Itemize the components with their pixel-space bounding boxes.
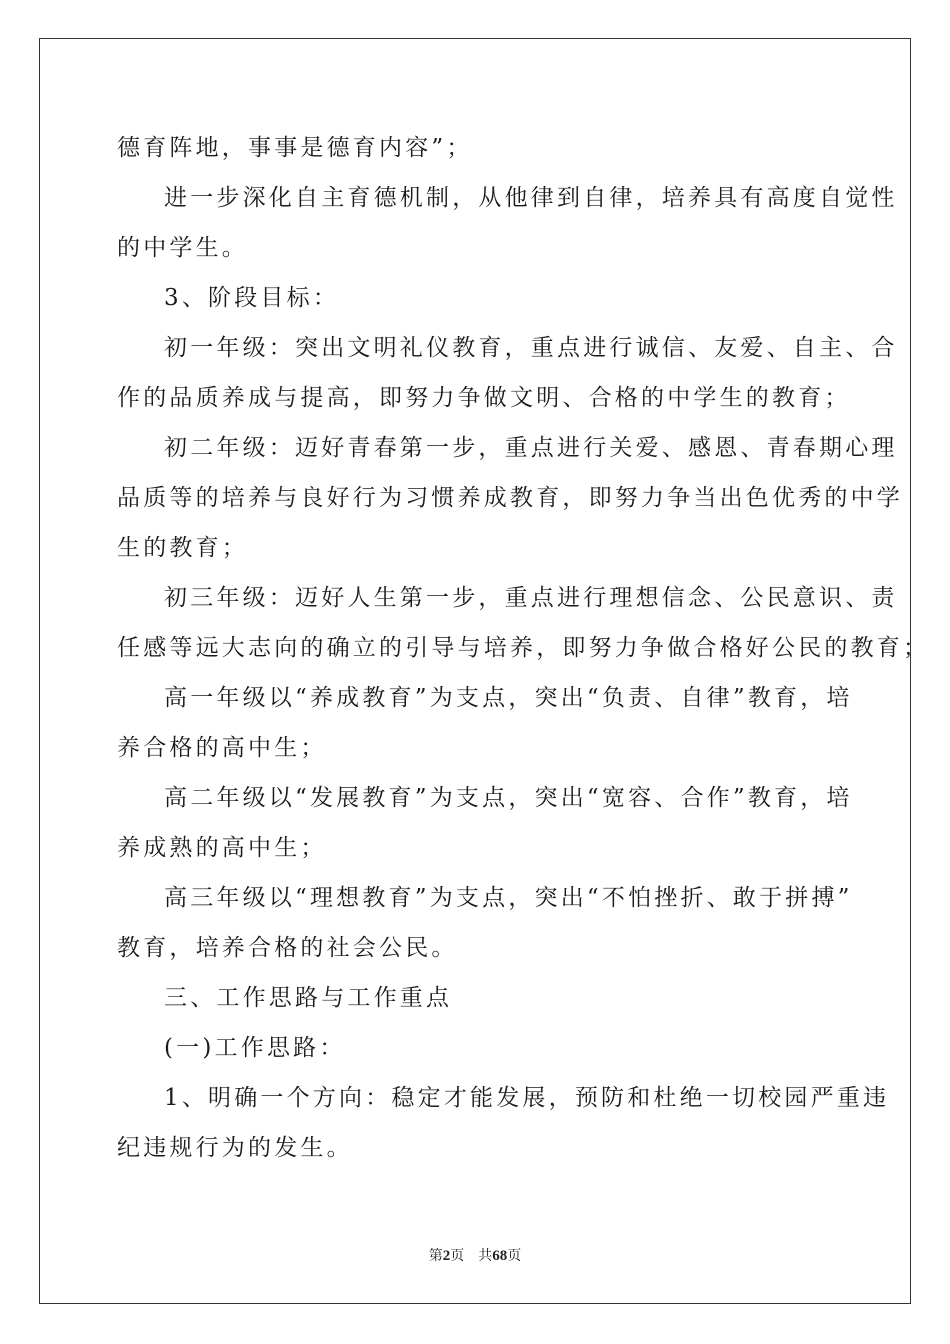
total-suffix: 页 bbox=[507, 1248, 522, 1264]
text-line: 养合格的高中生； bbox=[117, 735, 327, 761]
text-line: 初三年级：迈好人生第一步，重点进行理想信念、公民意识、责 bbox=[164, 585, 898, 611]
page-number: 2 bbox=[442, 1248, 451, 1264]
text-line: 任感等远大志向的确立的引导与培养，即努力争做合格好公民的教育； bbox=[117, 635, 930, 661]
section-heading: 三、工作思路与工作重点 bbox=[164, 985, 453, 1011]
page-prefix: 第 bbox=[428, 1248, 443, 1264]
page-suffix: 页 bbox=[450, 1248, 465, 1264]
total-prefix: 共 bbox=[478, 1248, 493, 1264]
text-line: 高二年级以“发展教育”为支点，突出“宽容、合作”教育，培 bbox=[164, 785, 853, 811]
text-line: 教育，培养合格的社会公民。 bbox=[117, 935, 458, 961]
text-line: 德育阵地，事事是德育内容”； bbox=[117, 135, 473, 161]
text-line: 的中学生。 bbox=[117, 235, 248, 261]
text-line: 1、明确一个方向：稳定才能发展，预防和杜绝一切校园严重违 bbox=[164, 1085, 890, 1111]
text-line: 作的品质养成与提高，即努力争做文明、合格的中学生的教育； bbox=[117, 385, 851, 411]
text-line: 高一年级以“养成教育”为支点，突出“负责、自律”教育，培 bbox=[164, 685, 853, 711]
total-pages: 68 bbox=[492, 1248, 508, 1264]
text-line: 养成熟的高中生； bbox=[117, 835, 327, 861]
page-footer bbox=[0, 1245, 950, 1265]
text-line: 进一步深化自主育德机制，从他律到自律，培养具有高度自觉性 bbox=[164, 185, 898, 211]
document-body bbox=[117, 128, 930, 1178]
text-line: 高三年级以“理想教育”为支点，突出“不怕挫折、敢于拼搏” bbox=[164, 885, 853, 911]
text-line: 纪违规行为的发生。 bbox=[117, 1135, 353, 1161]
subsection-heading: (一)工作思路： bbox=[164, 1035, 346, 1061]
section-heading: 3、阶段目标： bbox=[164, 285, 340, 311]
text-line: 生的教育； bbox=[117, 535, 248, 561]
text-line: 初二年级：迈好青春第一步，重点进行关爱、感恩、青春期心理 bbox=[164, 435, 898, 461]
text-line: 品质等的培养与良好行为习惯养成教育，即努力争当出色优秀的中学 bbox=[117, 485, 903, 511]
text-line: 初一年级：突出文明礼仪教育，重点进行诚信、友爱、自主、合 bbox=[164, 335, 898, 361]
